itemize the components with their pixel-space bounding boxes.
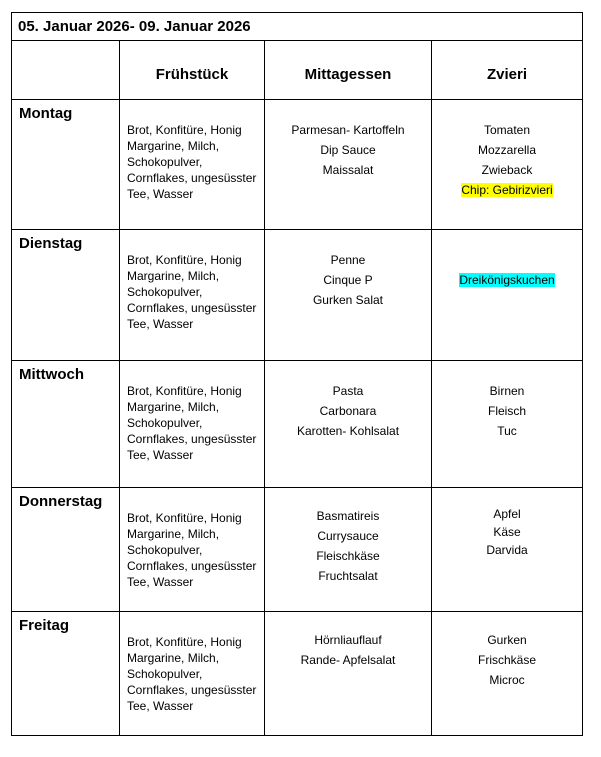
fruehstueck-line: Brot, Konfitüre, Honig bbox=[127, 511, 242, 525]
fruehstueck-line: Margarine, Milch, bbox=[127, 527, 220, 541]
zvieri-cell bbox=[432, 488, 583, 612]
day-row-donnerstag bbox=[12, 488, 583, 612]
zvieri-item: Mozzarella bbox=[478, 143, 537, 157]
zvieri-item-highlighted: Dreikönigskuchen bbox=[459, 273, 555, 287]
fruehstueck-line: Schokopulver, bbox=[127, 155, 203, 169]
mittagessen-item: Basmatireis bbox=[316, 509, 380, 523]
mittagessen-item: Parmesan- Kartoffeln bbox=[291, 123, 405, 137]
mittagessen-item: Karotten- Kohlsalat bbox=[296, 424, 400, 438]
fruehstueck-cell bbox=[120, 361, 265, 488]
zvieri-cell bbox=[432, 100, 583, 230]
fruehstueck-line: Margarine, Milch, bbox=[127, 269, 220, 283]
fruehstueck-line: Schokopulver, bbox=[127, 543, 203, 557]
zvieri-cell bbox=[432, 361, 583, 488]
zvieri-item-highlighted: Chip: Gebirizvieri bbox=[461, 183, 553, 197]
zvieri-item: Birnen bbox=[489, 384, 525, 398]
fruehstueck-cell bbox=[120, 488, 265, 612]
mittagessen-cell bbox=[265, 612, 432, 736]
header-row bbox=[12, 41, 583, 100]
fruehstueck-line: Brot, Konfitüre, Honig bbox=[127, 384, 242, 398]
fruehstueck-cell bbox=[120, 100, 265, 230]
zvieri-cell bbox=[432, 612, 583, 736]
mittagessen-item: Currysauce bbox=[317, 529, 379, 543]
fruehstueck-cell bbox=[120, 230, 265, 361]
zvieri-item: Gurken bbox=[487, 633, 527, 647]
zvieri-item: Apfel bbox=[493, 507, 521, 521]
fruehstueck-line: Tee, Wasser bbox=[127, 317, 194, 331]
zvieri-item: Darvida bbox=[486, 543, 528, 557]
day-name: Donnerstag bbox=[12, 488, 120, 612]
fruehstueck-line: Brot, Konfitüre, Honig bbox=[127, 635, 242, 649]
fruehstueck-line: Tee, Wasser bbox=[127, 448, 194, 462]
mittagessen-item: Dip Sauce bbox=[320, 143, 376, 157]
day-name: Dienstag bbox=[12, 230, 120, 361]
fruehstueck-line: Cornflakes, ungesüsster bbox=[127, 559, 257, 573]
zvieri-item: Fleisch bbox=[488, 404, 527, 418]
zvieri-item: Käse bbox=[493, 525, 521, 539]
mittagessen-cell bbox=[265, 100, 432, 230]
day-name: Freitag bbox=[12, 612, 120, 736]
mittagessen-item: Fruchtsalat bbox=[318, 569, 378, 583]
zvieri-item: Zwieback bbox=[481, 163, 533, 177]
fruehstueck-line: Cornflakes, ungesüsster bbox=[127, 301, 257, 315]
fruehstueck-line: Margarine, Milch, bbox=[127, 400, 220, 414]
mittagessen-cell bbox=[265, 361, 432, 488]
day-name: Montag bbox=[12, 100, 120, 230]
fruehstueck-line: Cornflakes, ungesüsster bbox=[127, 683, 257, 697]
title-row bbox=[12, 13, 583, 41]
mittagessen-item: Penne bbox=[330, 253, 366, 267]
fruehstueck-line: Brot, Konfitüre, Honig bbox=[127, 123, 242, 137]
day-row-mittwoch bbox=[12, 361, 583, 488]
day-name: Mittwoch bbox=[12, 361, 120, 488]
mittagessen-item: Maissalat bbox=[322, 163, 374, 177]
fruehstueck-cell bbox=[120, 612, 265, 736]
mittagessen-cell bbox=[265, 230, 432, 361]
mittagessen-item: Carbonara bbox=[319, 404, 377, 418]
header-mittagessen: Mittagessen bbox=[265, 41, 432, 100]
mittagessen-item: Hörnliauflauf bbox=[314, 633, 382, 647]
zvieri-item: Microc bbox=[489, 673, 525, 687]
fruehstueck-line: Schokopulver, bbox=[127, 285, 203, 299]
empty-header-cell bbox=[12, 41, 120, 100]
fruehstueck-line: Tee, Wasser bbox=[127, 187, 194, 201]
mittagessen-item: Gurken Salat bbox=[312, 293, 384, 307]
day-row-freitag bbox=[12, 612, 583, 736]
fruehstueck-line: Margarine, Milch, bbox=[127, 651, 220, 665]
weekly-menu-table bbox=[11, 12, 583, 736]
fruehstueck-line: Margarine, Milch, bbox=[127, 139, 220, 153]
fruehstueck-line: Tee, Wasser bbox=[127, 699, 194, 713]
zvieri-cell bbox=[432, 230, 583, 361]
fruehstueck-line: Schokopulver, bbox=[127, 667, 203, 681]
zvieri-item: Frischkäse bbox=[478, 653, 537, 667]
fruehstueck-line: Schokopulver, bbox=[127, 416, 203, 430]
fruehstueck-line: Cornflakes, ungesüsster bbox=[127, 171, 257, 185]
mittagessen-item: Pasta bbox=[332, 384, 364, 398]
zvieri-item: Tomaten bbox=[484, 123, 531, 137]
header-zvieri: Zvieri bbox=[432, 41, 583, 100]
mittagessen-item: Cinque P bbox=[323, 273, 373, 287]
mittagessen-item: Fleischkäse bbox=[316, 549, 380, 563]
mittagessen-item: Rande- Apfelsalat bbox=[300, 653, 396, 667]
zvieri-item: Tuc bbox=[497, 424, 517, 438]
week-title: 05. Januar 2026- 09. Januar 2026 bbox=[12, 13, 583, 41]
header-fruehstueck: Frühstück bbox=[120, 41, 265, 100]
day-row-montag bbox=[12, 100, 583, 230]
fruehstueck-line: Tee, Wasser bbox=[127, 575, 194, 589]
day-row-dienstag bbox=[12, 230, 583, 361]
fruehstueck-line: Cornflakes, ungesüsster bbox=[127, 432, 257, 446]
mittagessen-cell bbox=[265, 488, 432, 612]
fruehstueck-line: Brot, Konfitüre, Honig bbox=[127, 253, 242, 267]
